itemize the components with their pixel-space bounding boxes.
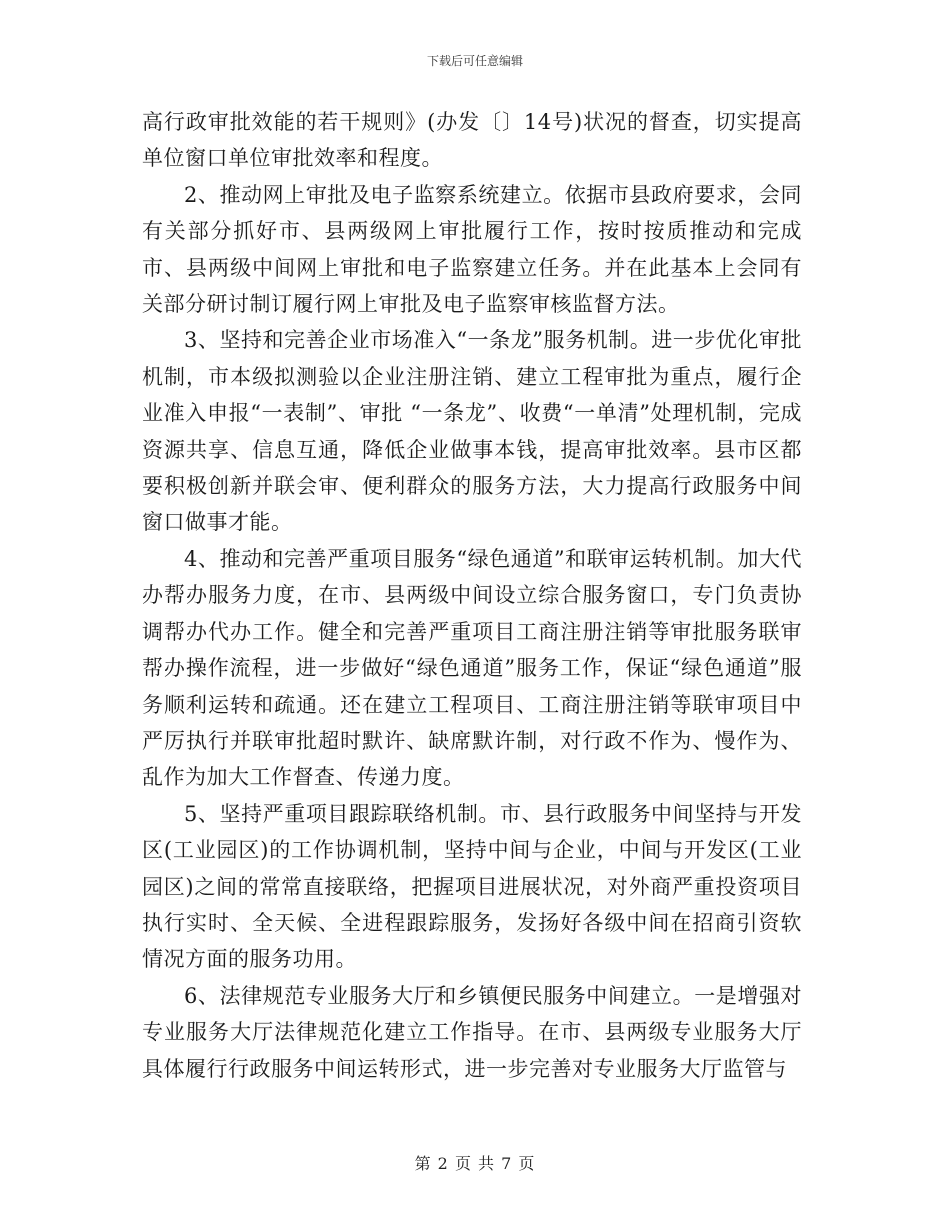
paragraph-item-4: 4、推动和完善严重项目服务“绿色通道”和联审运转机制。加大代办帮办服务力度，在市、县两级中间设立综合服务窗口，专门负责协调帮办代办工作。健全和完善严重项目工商注册注销等审批服务联审帮办操作流程，进一步做好“绿色通道”服务工作，保证“绿色通道”服务顺利运转和疏通。还在建立工程项目、工商注册注销等联审项目中严厉执行并联审批超时默许、缺席默许制，对行政不作为、慢作为、乱作为加大工作督查、传递力度。 [142, 546, 802, 790]
paragraph-item-6: 6、法律规范专业服务大厅和乡镇便民服务中间建立。一是增强对专业服务大厅法律规范化建立工作指导。在市、县两级专业服务大厅具体履行行政服务中间运转形式，进一步完善对专业服务大厅监管与 [142, 983, 802, 1081]
paragraph-continuation: 高行政审批效能的若干规则》(办发〔〕14号)状况的督查，切实提高单位窗口单位审批效率和程度。 [142, 110, 802, 171]
paragraph-item-3: 3、坚持和完善企业市场准入“一条龙”服务机制。进一步优化审批机制，市本级拟测验以企业注册注销、建立工程审批为重点，履行企业准入申报“一表制”、审批 “一条龙”、收费“一单清”处理机制，完成资源共享、信息互通，降低企业做事本钱，提高审批效率。县市区都要积极创新并联会审、便利群众的服务方法，大力提高行政服务中间窗口做事才能。 [142, 328, 802, 535]
paragraph-item-2: 2、推动网上审批及电子监察系统建立。依据市县政府要求，会同有关部分抓好市、县两级网上审批履行工作，按时按质推动和完成市、县两级中间网上审批和电子监察建立任务。并在此基本上会同有关部分研讨制订履行网上审批及电子监察审核监督方法。 [142, 182, 802, 317]
document-body [142, 104, 802, 1087]
paragraph-item-5: 5、坚持严重项目跟踪联络机制。市、县行政服务中间坚持与开发区(工业园区)的工作协调机制，坚持中间与企业，中间与开发区(工业园区)之间的常常直接联络，把握项目进展状况，对外商严重投资项目执行实时、全天候、全进程跟踪服务，发扬好各级中间在招商引资软情况方面的服务功用。 [142, 801, 802, 972]
page-footer: 第 2 页 共 7 页 [414, 1154, 536, 1173]
page-header: 下载后可任意编辑 [426, 54, 523, 68]
